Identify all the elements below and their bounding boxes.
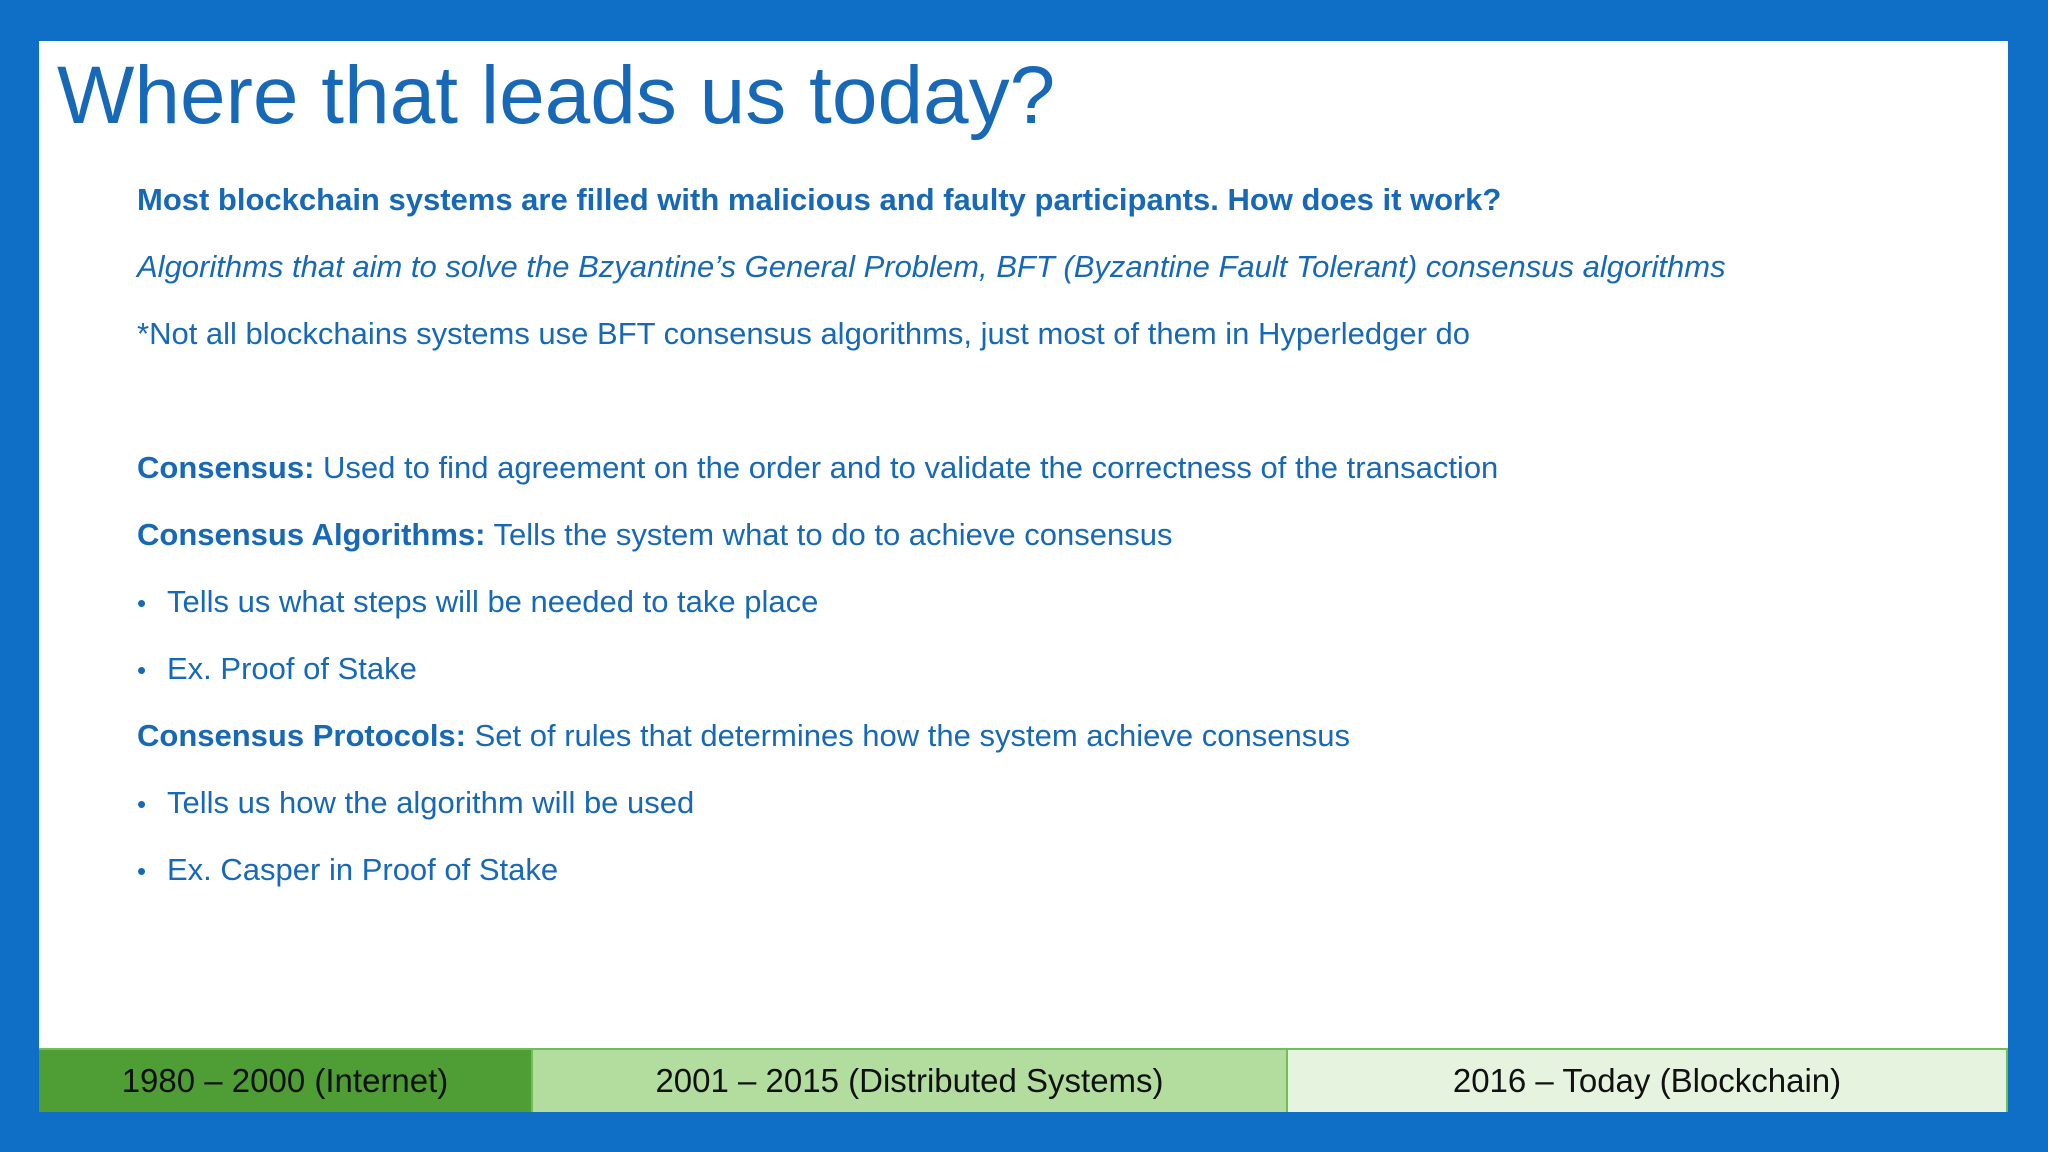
algorithms-term: Consensus Algorithms: [137, 517, 486, 552]
bullet-icon: • [137, 856, 147, 886]
consensus-term: Consensus: [137, 450, 315, 485]
list-item [137, 784, 694, 821]
timeline-segment-distributed-systems: 2001 – 2015 (Distributed Systems) [533, 1050, 1288, 1112]
protocols-term: Consensus Protocols: [137, 718, 466, 753]
bullet-icon: • [137, 588, 147, 618]
intro-italic-text: Algorithms that aim to solve the Bzyantine’s General Problem, BFT (Byzantine Fault Tolerant) consensus algorithms [137, 249, 1726, 284]
timeline-segment-internet: 1980 – 2000 (Internet) [39, 1050, 533, 1112]
bullet-text: Tells us how the algorithm will be used [167, 785, 695, 820]
slide-title: Where that leads us today? [57, 50, 1056, 141]
intro-bold-text: Most blockchain systems are filled with malicious and faulty participants. How does it work? [137, 182, 1502, 217]
list-item [137, 650, 417, 687]
timeline-segment-blockchain: 2016 – Today (Blockchain) [1288, 1050, 2008, 1112]
algorithms-text: Tells the system what to do to achieve consensus [485, 517, 1173, 552]
protocols-definition [137, 717, 1350, 754]
bullet-icon: • [137, 655, 147, 685]
consensus-text: Used to find agreement on the order and to validate the correctness of the transaction [314, 450, 1499, 485]
timeline-bar [39, 1048, 2008, 1112]
bullet-text: Ex. Proof of Stake [167, 651, 417, 686]
consensus-definition [137, 449, 1498, 486]
bullet-text: Tells us what steps will be needed to take place [167, 584, 819, 619]
list-item [137, 583, 818, 620]
algorithms-definition [137, 516, 1172, 553]
protocols-text: Set of rules that determines how the system achieve consensus [466, 718, 1350, 753]
slide [39, 41, 2008, 1112]
bullet-icon: • [137, 789, 147, 819]
list-item [137, 851, 558, 888]
note-text: *Not all blockchains systems use BFT consensus algorithms, just most of them in Hyperledger do [137, 316, 1470, 351]
bullet-text: Ex. Casper in Proof of Stake [167, 852, 559, 887]
